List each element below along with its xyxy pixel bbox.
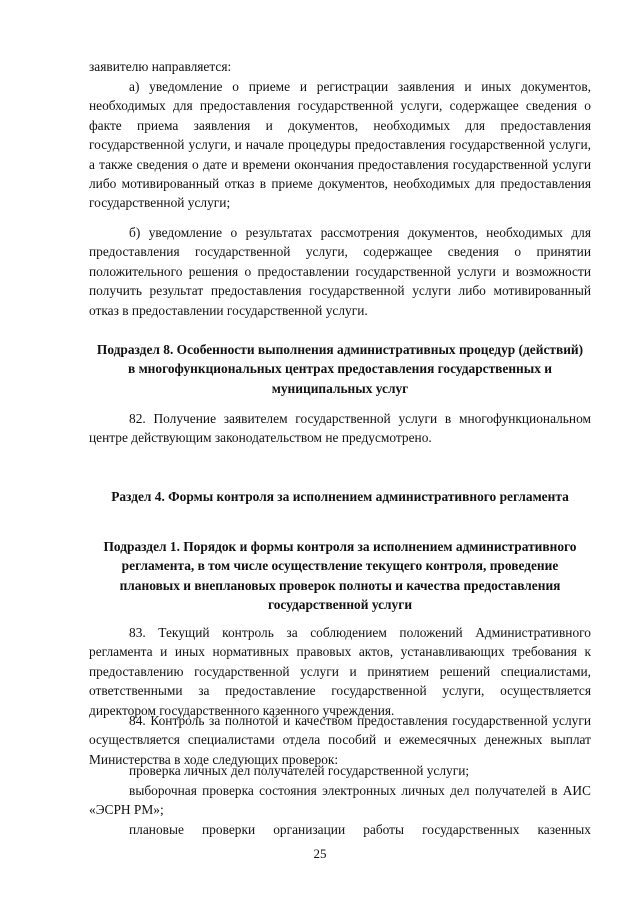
paragraph-a: а) уведомление о приеме и регистрации заявления и иных документов, необходимых для предоставления государственной услуги, содержащее сведения о факте приема заявления и документов, необходимых для предоставления государственной услуги, и начале процедуры предоставления государственной услуги, а также сведения о дате и времени окончания предоставления государственной услуги либо мотивированный отказ в приеме документов, необходимых для предоставления государственной услуги; (89, 79, 591, 211)
paragraph-83: 83. Текущий контроль за соблюдением положений Административного регламента и иных нормативных правовых актов, устанавливающих требования к предоставлению государственной услуги и принятием решений специалистами, ответственными за предоставление государственной услуги, осуществляется директором государственного казенного учреждения. (89, 625, 591, 718)
subsection-1-heading: Подраздел 1. Порядок и формы контроля за исполнением административного регламента, в том числе осуществление текущего контроля, проведение плановых и внеплановых проверок полноты и качества предоставления государственной услуги (103, 539, 577, 613)
paragraph-b: б) уведомление о результатах рассмотрения документов, необходимых для предоставления государственной услуги, содержащее сведения о принятии положительного решения о предоставлении государственной услуги и возможности получить результат предоставления государственной услуги либо мотивированный отказ в предоставлении государственной услуги. (89, 225, 591, 318)
paragraph-intro: заявителю направляется: (89, 59, 232, 74)
paragraph-84: 84. Контроль за полнотой и качеством предоставления государственной услуги осуществляется специалистами отдела пособий и ежемесячных денежных выплат Министерства в ходе следующих проверок: (89, 713, 591, 767)
paragraph-82: 82. Получение заявителем государственной услуги в многофункциональном центре действующим законодательством не предусмотрено. (89, 411, 591, 446)
subsection-8-heading: Подраздел 8. Особенности выполнения административных процедур (действий) в многофункциональных центрах предоставления государственных и муниципальных услуг (96, 342, 584, 396)
paragraph-check-3: плановые проверки организации работы государственных казенных (129, 822, 591, 837)
paragraph-check-2: выборочная проверка состояния электронных личных дел получателей в АИС «ЭСРН РМ»; (89, 783, 591, 818)
paragraph-check-1: проверка личных дел получателей государственной услуги; (129, 763, 470, 778)
page-number: 25 (313, 846, 327, 861)
section-4-heading: Раздел 4. Формы контроля за исполнением административного регламента (111, 489, 569, 504)
